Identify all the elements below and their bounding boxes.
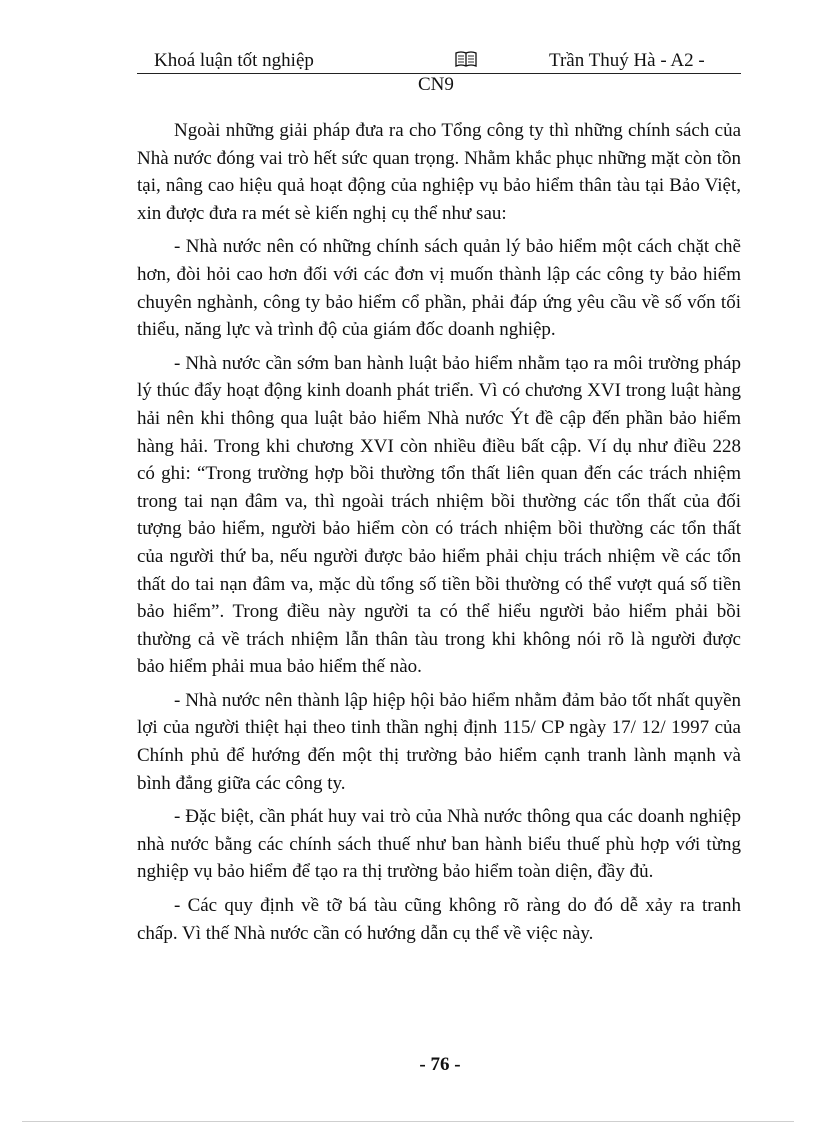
open-book-icon: [455, 50, 477, 68]
header-thesis-title: Khoá luận tốt nghiệp: [154, 50, 314, 71]
paragraph-insurance-management: - Nhà nước nên có những chính sách quản lý bảo hiểm một cách chặt chẽ hơn, đòi hỏi cao hơn đối với các đơn vị muốn thành lập các công ty bảo hiểm chuyên nghành, công ty bảo hiểm cổ phần, phải đáp ứng yêu cầu về số vốn tối thiểu, năng lực và trình độ của giám đốc doanh nghiệp.: [137, 236, 741, 341]
page-number: - 76 -: [419, 1054, 461, 1075]
paragraph-insurance-law: - Nhà nước cần sớm ban hành luật bảo hiểm nhằm tạo ra môi trường pháp lý thúc đẩy hoạt động kinh doanh phát triển. Vì có chương XVI trong luật hàng hải nên khi thông qua luật bảo hiểm Nhà nước Ýt đề cập đến phần bảo hiểm hàng hải. Trong khi chương XVI còn nhiều điều bất cập. Ví dụ như điều 228 có ghi: “Trong trường hợp bồi thường tổn thất liên quan đến các trách nhiệm trong tai nạn đâm va, thì ngoài trách nhiệm bồi thường các tổn thất của đối tượng bảo hiểm, người bảo hiểm còn có trách nhiệm bồi thường các tổn thất của người thứ ba, nếu người được bảo hiểm phải chịu trách nhiệm về các tổn thất do tai nạn đâm va, mặc dù tổng số tiền bồi thường có thể vượt quá số tiền bảo hiểm”. Trong điều này người ta có thể hiểu người bảo hiểm phải bồi thường cả về trách nhiệm lẫn thân tàu trong khi không nói rõ là người được bảo hiểm phải mua bảo hiểm thế nào.: [137, 352, 741, 678]
paragraph-tax-policy: - Đặc biệt, cần phát huy vai trò của Nhà nước thông qua các doanh nghiệp nhà nước bằng các chính sách thuế như ban hành biểu thuế phù hợp với từng nghiệp vụ bảo hiểm để tạo ra thị trường bảo hiểm toàn diện, đầy đủ.: [137, 806, 741, 883]
header-class-code: CN9: [418, 74, 454, 95]
page-header: [137, 49, 741, 74]
paragraph-ship-abandonment: - Các quy định về tỡ bá tàu cũng không rõ ràng do đó dễ xảy ra tranh chấp. Vì thế Nhà nước cần có hướng dẫn cụ thể về việc này.: [137, 895, 741, 944]
header-author: Trần Thuý Hà - A2 -: [549, 50, 705, 71]
document-body: [137, 117, 741, 953]
paragraph-intro: Ngoài những giải pháp đưa ra cho Tổng công ty thì những chính sách của Nhà nước đóng vai trò hết sức quan trọng. Nhằm khắc phục những mặt còn tồn tại, nâng cao hiệu quả hoạt động của nghiệp vụ bảo hiểm thân tàu tại Bảo Việt, xin được đưa ra mét sè kiến nghị cụ thể như sau:: [137, 120, 741, 224]
paragraph-insurance-association: - Nhà nước nên thành lập hiệp hội bảo hiểm nhằm đảm bảo tốt nhất quyền lợi của người thiệt hại theo tinh thần nghị định 115/ CP ngày 17/ 12/ 1997 của Chính phủ để hướng đến một thị trường bảo hiểm cạnh tranh lành mạnh và bình đẳng giữa các công ty.: [137, 689, 741, 794]
bottom-divider: [22, 1121, 794, 1122]
